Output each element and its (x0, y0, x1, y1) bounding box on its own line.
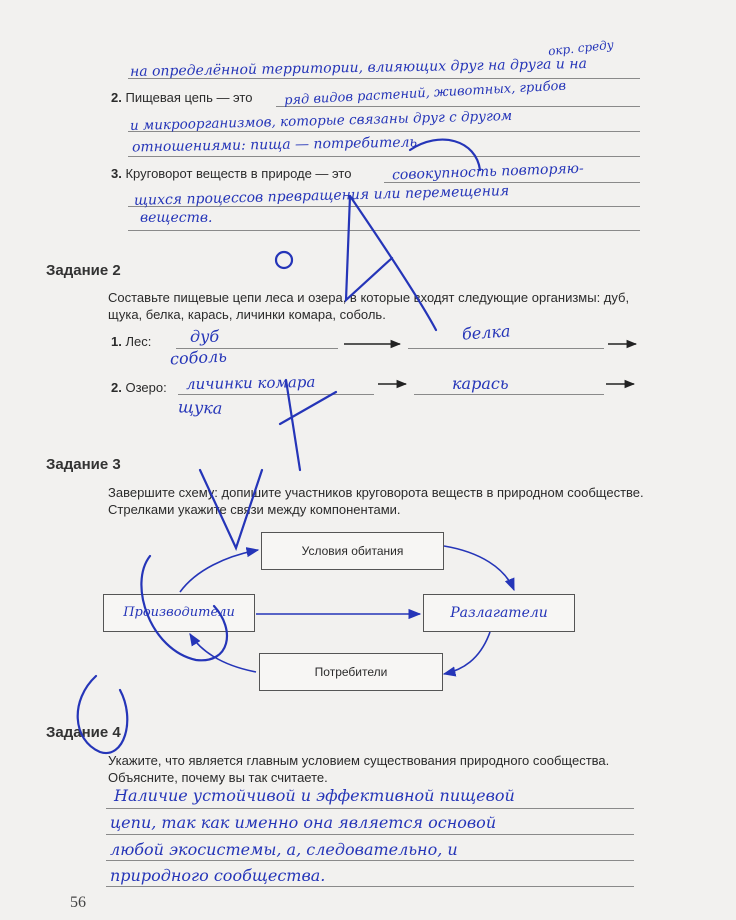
handwritten-answer: отношениями: пища — потребитель (131, 134, 418, 156)
task-4-heading: Задание 4 (46, 724, 121, 741)
task-4-instruction: Укажите, что является главным условием существования природного сообщества. Объясните, почему вы так считаете. (108, 753, 610, 785)
item-2-prompt: Пищевая цепь — это (125, 90, 253, 105)
item-3-number: 3. (111, 166, 122, 181)
scheme-box-habitat: Условия обитания (261, 532, 444, 570)
handwritten-answer: любой экосистемы, а, следовательно, и (110, 840, 458, 859)
handwritten-answer: соболь (169, 346, 228, 369)
handwritten-answer: ряд видов растений, животных, грибов (283, 78, 567, 109)
task-2-instruction: Составьте пищевые цепи леса и озера, в которые входят следующие организмы: дуб, щука, белка, карась, личинки комара, соболь. (108, 290, 630, 322)
task-2-heading: Задание 2 (46, 262, 121, 279)
task-3-heading: Задание 3 (46, 456, 121, 473)
forest-label: Лес: (125, 334, 152, 349)
handwritten-answer: белка (461, 321, 512, 344)
lake-number: 2. (111, 380, 122, 395)
cycle-arrows (180, 546, 514, 674)
handwritten-answer: Наличие устойчивой и эффективной пищевой (114, 786, 515, 805)
item-3-prompt: Круговорот веществ в природе — это (125, 166, 352, 181)
handwritten-answer: Разлагатели (450, 605, 548, 621)
handwritten-answer: веществ. (140, 210, 213, 226)
task-3-instruction: Завершите схему: допишите участников круговорота веществ в природном сообществе. Стрелками укажите связи между компонентами. (108, 485, 644, 517)
handwritten-answer: на определённой территории, влияющих друг на друга и на (129, 56, 588, 80)
handwritten-answer: щихся процессов превращения или перемещения (133, 183, 510, 209)
page-number: 56 (70, 894, 86, 911)
handwritten-answer: щука (177, 397, 223, 418)
handwritten-margin-note: окр. среду (547, 37, 615, 59)
handwritten-answer: природного сообщества. (110, 866, 326, 885)
handwritten-answer: совокупность повторяю- (391, 160, 585, 184)
handwritten-answer: Производители (123, 605, 235, 620)
handwritten-answer: личинки комара (185, 372, 316, 394)
handwritten-answer: дуб (190, 327, 220, 346)
chain-arrows (344, 344, 636, 384)
handwritten-answer: и микроорганизмов, которые связаны друг с другом (129, 108, 513, 134)
handwritten-answer: карась (452, 374, 509, 393)
scheme-box-consumers: Потребители (259, 653, 443, 691)
item-2-number: 2. (111, 90, 122, 105)
handwritten-answer: цепи, так как именно она является основой (110, 813, 497, 832)
pen-scribble (78, 140, 480, 753)
lake-label: Озеро: (125, 380, 167, 395)
forest-number: 1. (111, 334, 122, 349)
